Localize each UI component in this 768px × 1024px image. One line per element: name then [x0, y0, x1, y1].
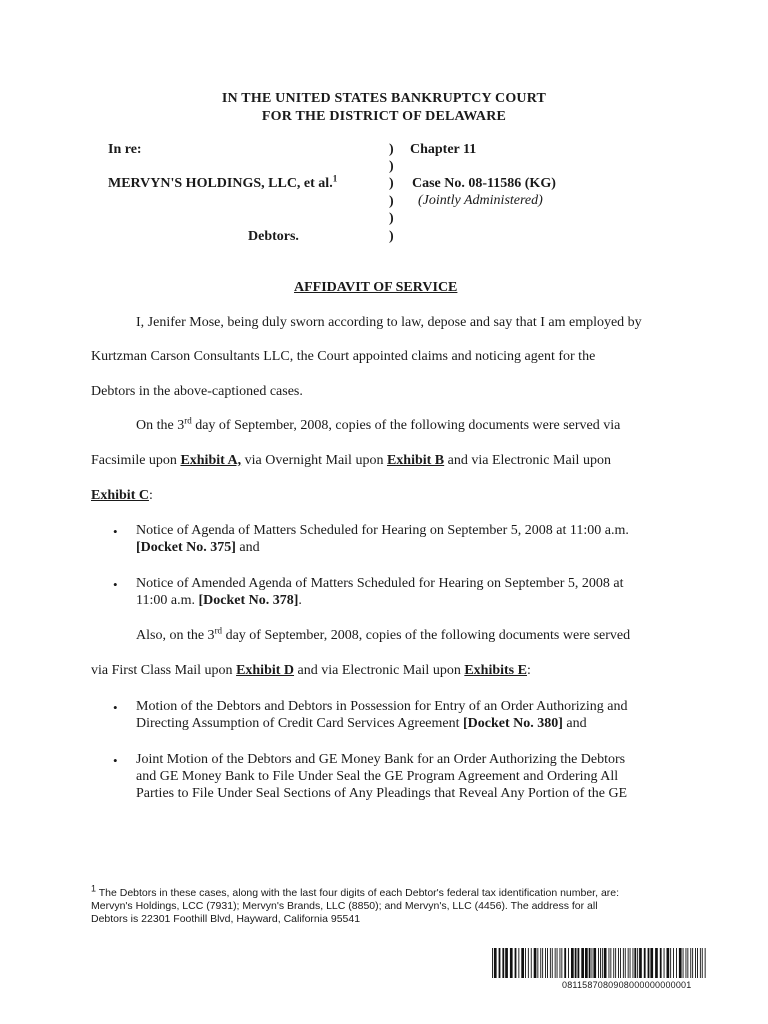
barcode-bar: [637, 948, 638, 978]
barcode-bar: [528, 948, 529, 978]
barcode-bar: [695, 948, 696, 978]
barcode-bar: [676, 948, 677, 978]
court-name: IN THE UNITED STATES BANKRUPTCY COURT: [221, 91, 547, 106]
barcode-bar: [531, 948, 532, 978]
debtors-label: Debtors.: [248, 229, 299, 244]
barcode-bar: [630, 948, 631, 978]
barcode-bar: [568, 948, 569, 978]
barcode-bar: [589, 948, 591, 978]
barcode-bar: [518, 948, 519, 978]
barcode-bar: [575, 948, 577, 978]
caption-paren: ): [389, 142, 394, 157]
barcode-bar: [492, 948, 493, 978]
barcode-bar: [625, 948, 626, 978]
bullet-icon: •: [113, 700, 118, 715]
barcode-bar: [644, 948, 646, 978]
barcode-bar: [564, 948, 566, 978]
barcode-bar: [692, 948, 693, 978]
para1-line2: Kurtzman Carson Consultants LLC, the Court appointed claims and noticing agent for the: [91, 349, 596, 364]
barcode-number: 0811587080908000000000001: [562, 980, 692, 990]
footnote-ref: 1: [332, 173, 338, 184]
bullet-icon: •: [113, 577, 118, 592]
barcode-bar: [540, 948, 541, 978]
barcode-bar: [502, 948, 504, 978]
para1-line1: I, Jenifer Mose, being duly sworn according to law, depose and say that I am employed by: [136, 315, 642, 330]
barcode-bar: [604, 948, 607, 978]
bullet-icon: •: [113, 753, 118, 768]
barcode-bar: [623, 948, 624, 978]
barcode-bar: [550, 948, 551, 978]
barcode-bar: [705, 948, 706, 978]
barcode-bar: [557, 948, 558, 978]
in-re-label: In re:: [108, 142, 142, 157]
caption-paren: ): [389, 176, 394, 191]
bullet-icon: •: [113, 524, 118, 539]
para2-line3: Exhibit C:: [91, 488, 153, 503]
barcode-bar: [670, 948, 671, 978]
barcode-bar: [648, 948, 650, 978]
exhibit-e-ref: Exhibits E: [464, 663, 527, 678]
para3-line1: Also, on the 3rd day of September, 2008, copies of the following documents were served: [136, 625, 631, 643]
footnote: $^1$ The Debtors in these cases, along with the last four digits of each Debtor's federal tax identification number, are: Mervyn's Holdings, LCC (7931); Mervyn's Brands, LLC (8850); and Mervyn's, LLC (4456). The address for all Debtors is 22301 Foothill Blvd, Hayward, California 95541: [91, 883, 620, 925]
barcode-bar: [578, 948, 580, 978]
bullet-item: Joint Motion of the Debtors and GE Money Bank for an Order Authorizing the Debtors and GE Money Bank to File Under Seal the GE Program Agreement and Ordering All Parties to File Under Seal Sections of Any Pleadings that Reveal Any Portion of the GE: [136, 752, 628, 801]
barcode-bar: [702, 948, 703, 978]
court-district: FOR THE DISTRICT OF DELAWARE: [261, 109, 507, 124]
caption-paren: ): [389, 229, 394, 244]
barcode-bar: [610, 948, 611, 978]
barcode-bar: [602, 948, 603, 978]
barcode-bar: [537, 948, 538, 978]
bullet-item: Notice of Agenda of Matters Scheduled for Hearing on September 5, 2008 at 11:00 a.m. [Docket No. 375] and: [136, 523, 629, 555]
barcode-bar: [510, 948, 513, 978]
barcode-bar: [515, 948, 517, 978]
barcode-bar: [687, 948, 688, 978]
barcode-bar: [598, 948, 599, 978]
para1-line3: Debtors in the above-captioned cases.: [91, 384, 303, 399]
barcode-bar: [534, 948, 537, 978]
debtor-name: MERVYN'S HOLDINGS, LLC, et al.$^1$: [108, 173, 338, 191]
barcode-bar: [633, 948, 634, 978]
barcode-bar: [521, 948, 524, 978]
barcode-bar: [686, 948, 687, 978]
barcode-bar: [547, 948, 548, 978]
barcode-bar: [552, 948, 553, 978]
barcode-bar: [618, 948, 619, 978]
case-number: Case No. 08-11586 (KG): [412, 176, 556, 191]
barcode-bar: [620, 948, 621, 978]
bullet-item: Notice of Amended Agenda of Matters Scheduled for Hearing on September 5, 2008 at 11:00 a.m. [Docket No. 378].: [136, 576, 624, 608]
jointly-administered: (Jointly Administered): [418, 193, 543, 208]
barcode-bar: [505, 948, 508, 978]
caption-paren: ): [389, 211, 394, 226]
exhibit-c-ref: Exhibit C: [91, 488, 149, 503]
barcode-bar: [628, 948, 629, 978]
barcode-bar: [683, 948, 684, 978]
barcode-bar: [615, 948, 616, 978]
barcode-bar: [609, 948, 610, 978]
caption-paren: ): [389, 194, 394, 209]
para2-line1: On the 3rd day of September, 2008, copies of the following documents were served via: [136, 415, 621, 433]
barcode-bar: [542, 948, 543, 978]
barcode-bar: [667, 948, 670, 978]
barcode-bar: [673, 948, 674, 978]
barcode: [492, 948, 708, 978]
barcode-bar: [700, 948, 701, 978]
bullet-item: Motion of the Debtors and Debtors in Possession for Entry of an Order Authorizing and Directing Assumption of Credit Card Services Agreement [Docket No. 380] and: [136, 699, 628, 731]
barcode-bar: [679, 948, 682, 978]
barcode-bar: [555, 948, 556, 978]
barcode-bar: [660, 948, 662, 978]
barcode-bar: [690, 948, 691, 978]
barcode-bar: [585, 948, 588, 978]
exhibit-a-ref: Exhibit A,: [180, 453, 242, 468]
para3-line2: via First Class Mail upon Exhibit D and via Electronic Mail upon Exhibits E:: [91, 663, 531, 678]
barcode-bar: [571, 948, 574, 978]
barcode-bar: [664, 948, 665, 978]
barcode-bar: [600, 948, 601, 978]
barcode-bar: [655, 948, 658, 978]
barcode-bar: [697, 948, 698, 978]
barcode-bar: [634, 948, 636, 978]
barcode-bar: [593, 948, 596, 978]
barcode-bar: [499, 948, 501, 978]
barcode-bar: [581, 948, 584, 978]
barcode-bar: [494, 948, 497, 978]
barcode-bar: [613, 948, 614, 978]
barcode-bar: [560, 948, 561, 978]
barcode-bar: [525, 948, 526, 978]
exhibit-b-ref: Exhibit B: [386, 453, 445, 468]
para2-line2: Facsimile upon Exhibit A, via Overnight Mail upon Exhibit B and via Electronic Mail upon: [91, 453, 611, 468]
barcode-bar: [561, 948, 562, 978]
chapter-label: Chapter 11: [410, 142, 477, 157]
barcode-bar: [545, 948, 546, 978]
exhibit-d-ref: Exhibit D: [236, 663, 295, 678]
barcode-bar: [639, 948, 642, 978]
caption-paren: ): [389, 159, 394, 174]
barcode-bar: [592, 948, 593, 978]
barcode-bar: [650, 948, 653, 978]
document-title: AFFIDAVIT OF SERVICE: [294, 280, 458, 295]
